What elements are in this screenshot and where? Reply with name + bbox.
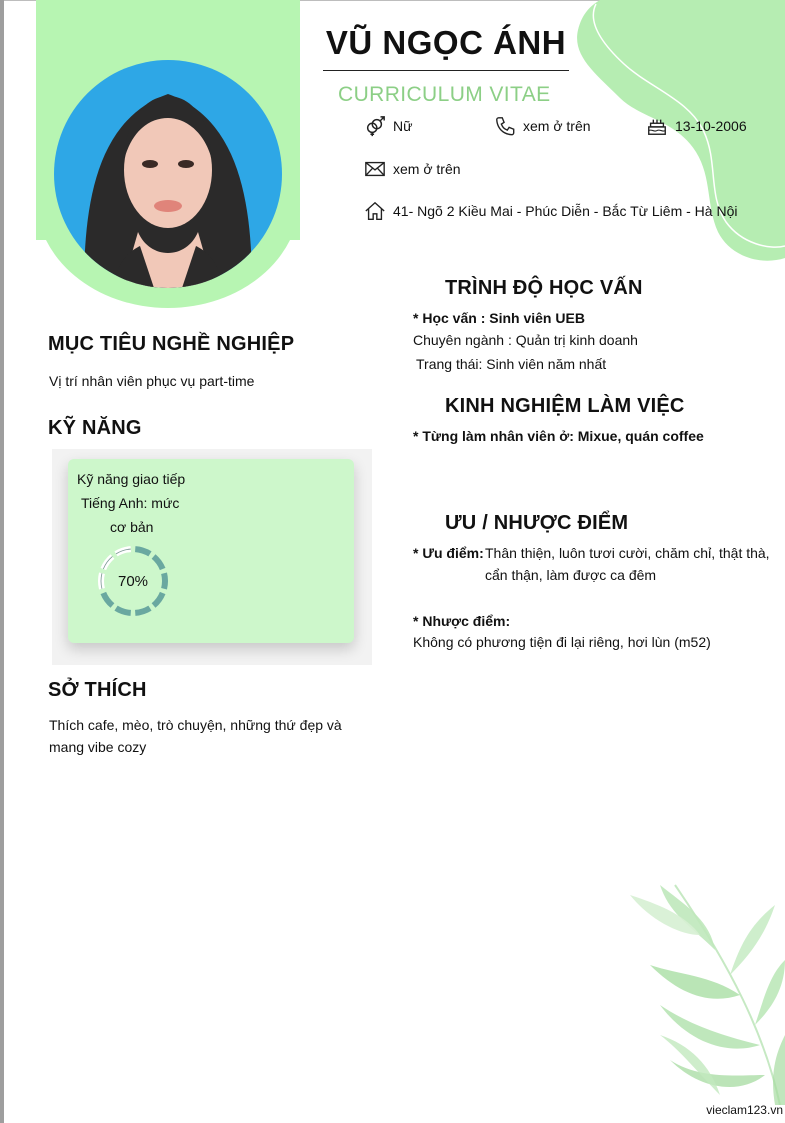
candidate-name: VŨ NGỌC ÁNH <box>323 24 569 71</box>
strengths-heading: ƯU / NHƯỢC ĐIỂM <box>445 512 629 534</box>
skill-ring-segment <box>154 593 163 606</box>
gender-value: Nữ <box>393 118 413 134</box>
email-value: xem ở trên <box>393 161 461 177</box>
education-level <box>413 307 585 329</box>
pros-line-1: Thân thiện, luôn tươi cười, chăm chỉ, thật thà, <box>485 545 770 561</box>
cons-label: * Nhược điểm: <box>413 613 511 629</box>
info-email <box>364 158 461 180</box>
address-value: 41- Ngõ 2 Kiều Mai - Phúc Diễn - Bắc Từ Liêm - Hà Nội <box>393 203 738 219</box>
education-heading: TRÌNH ĐỘ HỌC VẤN <box>445 277 643 299</box>
pros-line-2: cẩn thận, làm được ca đêm <box>485 567 657 583</box>
skill-ring-segment <box>116 608 131 613</box>
profile-photo <box>54 60 282 288</box>
phone-icon <box>494 115 516 137</box>
education-major: Chuyên ngành : Quản trị kinh doanh <box>413 332 638 348</box>
pros-label: * Ưu điểm: <box>413 545 484 561</box>
info-birthday <box>646 115 747 137</box>
mail-icon <box>364 158 386 180</box>
skill-level-ring <box>96 544 170 618</box>
birthday-value: 13-10-2006 <box>675 118 747 134</box>
phone-value: xem ở trên <box>523 118 591 134</box>
footer-site: vieclam123.vn <box>706 1103 783 1117</box>
experience-text: * Từng làm nhân viên ở: Mixue, quán coffee <box>413 428 704 444</box>
hobbies-line-1: Thích cafe, mèo, trò chuyện, những thứ đẹp và <box>49 717 342 733</box>
hobbies-line-2: mang vibe cozy <box>49 739 147 755</box>
skill-ring-segment <box>135 608 150 613</box>
objective-text: Vị trí nhân viên phục vụ part-time <box>49 373 255 389</box>
skill-ring-segment <box>116 549 131 554</box>
education-label: * Học vấn : <box>413 310 486 326</box>
home-icon <box>364 200 386 222</box>
skill-ring-segment <box>103 593 112 606</box>
info-phone <box>494 115 591 137</box>
info-address <box>364 200 737 222</box>
skill-english: Tiếng Anh: mức <box>81 495 180 511</box>
cons-text: Không có phương tiện đi lại riêng, hơi lùn (m52) <box>413 634 711 650</box>
skill-communication: Kỹ năng giao tiếp <box>77 471 186 487</box>
objective-heading: MỤC TIÊU NGHỀ NGHIỆP <box>48 333 295 355</box>
skill-level-label: 70% <box>117 573 149 590</box>
education-value: Sinh viên UEB <box>489 310 585 326</box>
leaves-decoration <box>590 875 785 1105</box>
skill-ring-segment <box>103 556 112 569</box>
skills-heading: KỸ NĂNG <box>48 417 142 439</box>
skill-ring-segment <box>135 549 150 554</box>
experience-heading: KINH NGHIỆM LÀM VIỆC <box>445 395 685 417</box>
cv-subtitle: CURRICULUM VITAE <box>338 83 551 106</box>
skill-english-level: cơ bản <box>110 519 154 535</box>
education-status: Trang thái: Sinh viên năm nhất <box>416 356 607 372</box>
hobbies-heading: SỞ THÍCH <box>48 679 147 701</box>
gender-icon <box>364 115 386 137</box>
birthday-cake-icon <box>646 115 668 137</box>
info-gender <box>364 115 412 137</box>
skill-ring-segment <box>154 556 163 569</box>
